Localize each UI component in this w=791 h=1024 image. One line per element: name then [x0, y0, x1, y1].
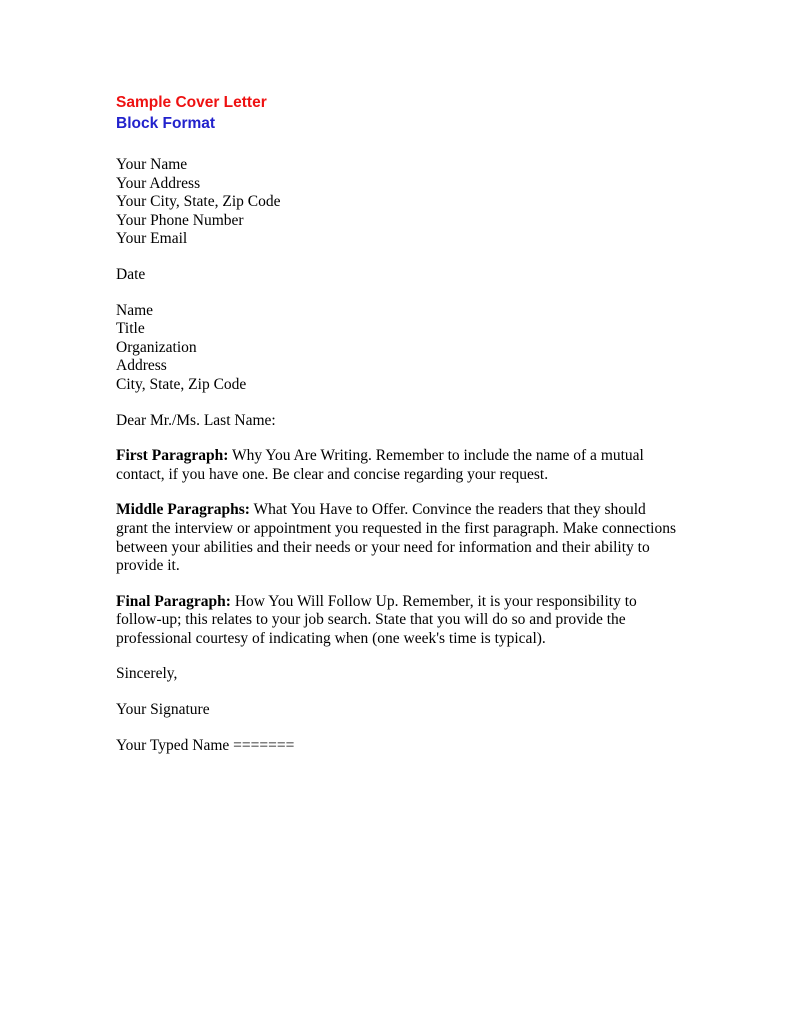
sender-line: Your City, State, Zip Code: [116, 193, 281, 211]
typed-name-line: Your Typed Name =======: [116, 736, 295, 754]
sender-line: Your Name: [116, 156, 188, 173]
final-paragraph-lead: Final Paragraph:: [116, 592, 231, 610]
sender-address-block: [116, 156, 676, 249]
letter-body: [116, 92, 676, 772]
middle-paragraphs-lead: Middle Paragraphs:: [116, 501, 250, 519]
sender-line: Your Phone Number: [116, 211, 244, 229]
recipient-line: Address: [116, 357, 167, 375]
middle-paragraphs: [116, 501, 676, 575]
typed-name-block: [116, 737, 676, 756]
closing-block: [116, 665, 676, 684]
sender-line: Your Address: [116, 174, 201, 192]
date-block: [116, 266, 676, 285]
recipient-line: Organization: [116, 338, 197, 356]
salutation-block: [116, 412, 676, 431]
recipient-line: Name: [116, 301, 154, 319]
sender-line: Your Email: [116, 230, 188, 248]
middle-paragraphs-text: What You Have to Offer. Convince the readers that they should grant the interview or appointment you requested in the first paragraph. Make connections between your abilities and their needs or your need for information and their ability to provide it.: [116, 501, 676, 575]
final-paragraph: [116, 593, 676, 649]
recipient-line: City, State, Zip Code: [116, 375, 247, 393]
document-title: [116, 92, 676, 134]
salutation-line: Dear Mr./Ms. Last Name:: [116, 411, 276, 429]
signature-line: Your Signature: [116, 701, 210, 719]
date-line: Date: [116, 265, 146, 283]
title-line-sample-cover-letter: Sample Cover Letter: [116, 94, 267, 111]
closing-line: Sincerely,: [116, 665, 178, 683]
first-paragraph: [116, 447, 676, 484]
first-paragraph-lead: First Paragraph:: [116, 447, 229, 465]
first-paragraph-text: Why You Are Writing. Remember to include the name of a mutual contact, if you have one. Be clear and concise regarding your request.: [116, 447, 644, 483]
signature-block: [116, 701, 676, 720]
recipient-line: Title: [116, 320, 145, 338]
final-paragraph-text: How You Will Follow Up. Remember, it is your responsibility to follow-up; this relates to your job search. State that you will do so and provide the professional courtesy of indicating when (one week's time is typical).: [116, 592, 637, 647]
recipient-address-block: [116, 302, 676, 395]
title-line-block-format: Block Format: [116, 115, 216, 132]
